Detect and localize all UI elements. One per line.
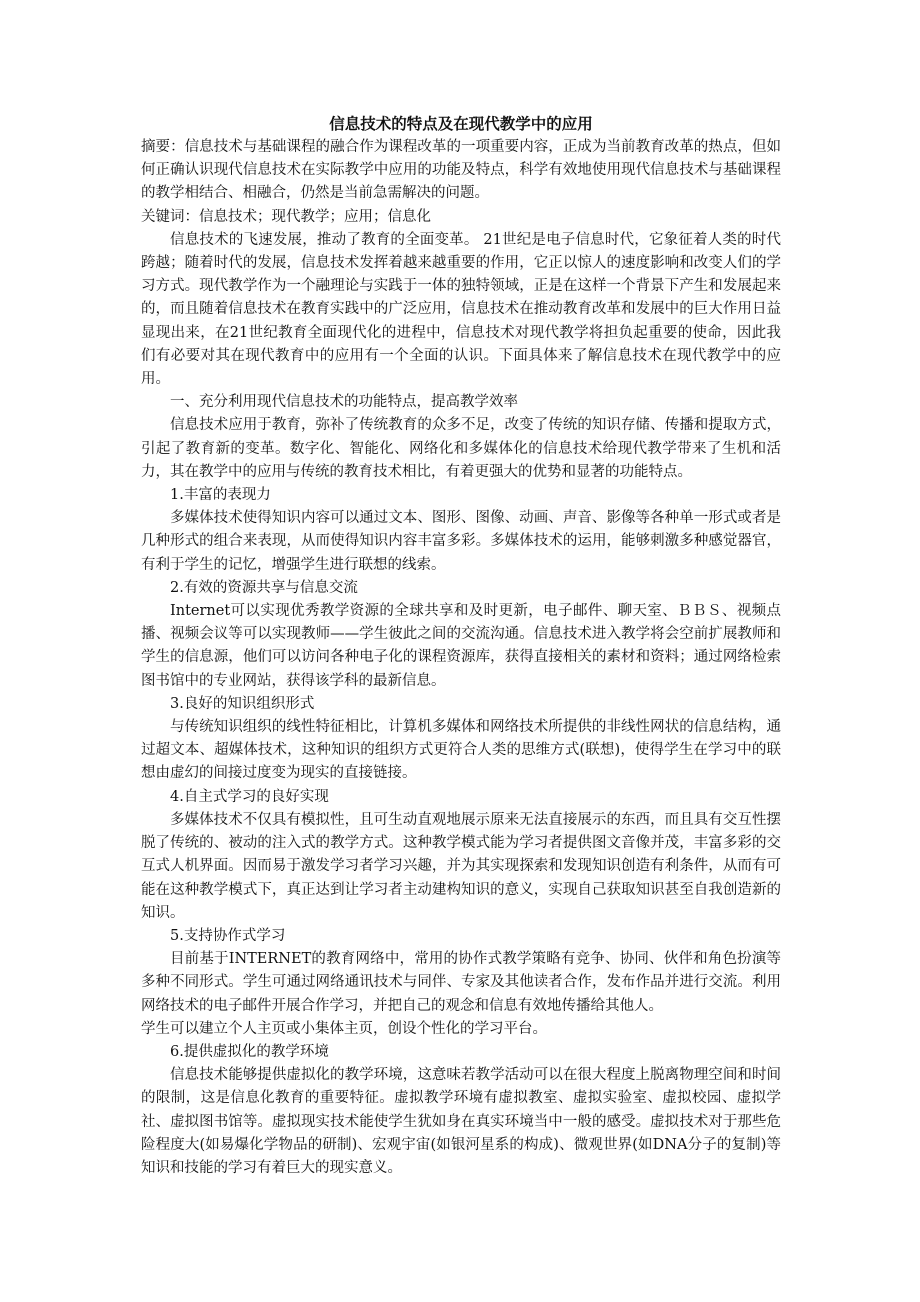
document-title: 信息技术的特点及在现代教学中的应用 [329,114,593,133]
item-paragraph: 信息技术能够提供虚拟化的教学环境，这意味若教学活动可以在很大程度上脱离物理空间和时间的限制，这是信息化教育的重要特征。虚拟教学环境有虚拟教室、虚拟实验室、虚拟校园、虚拟学社、虚拟图书馆等。虚拟现实技术能使学生犹如身在真实环境当中一般的感受。虚拟技术对于那些危险程度大(如易爆化学物品的研制)、宏观宇宙(如银河星系的构成)、微观世界(如DNA分子的复制)等知识和技能的学习有着巨大的现实意义。 [141,1067,781,1176]
item-heading: 2.有效的资源共享与信息交流 [170,579,358,596]
item-paragraph: 多媒体技术不仅具有模拟性，且可生动直观地展示原来无法直接展示的东西，而且具有交互性摆脱了传统的、被动的注入式的教学方式。这种教学模式能为学习者提供图文音像并茂，丰富多彩的交互式人机界面。因而易于激发学习者学习兴趣，并为其实现探索和发现知识创造有利条件，从而有可能在这种教学模式下，真正达到让学习者主动建构知识的意义，实现自己获取知识甚至自我创造新的知识。 [141,811,781,921]
item-heading: 1.丰富的表现力 [170,487,271,504]
document-page [141,112,781,1180]
keywords-line: 关键词：信息技术；现代教学；应用；信息化 [141,208,431,225]
item-heading: 5.支持协作式学习 [170,927,286,944]
item-paragraph: 目前基于INTERNET的教育网络中，常用的协作式教学策略有竞争、协同、伙伴和角色扮演等多种不同形式。学生可通过网络通讯技术与同伴、专家及其他读者合作，发布作品并进行交流。利用网络技术的电子邮件开展合作学习，并把自己的观念和信息有效地传播给其他人。 [141,951,781,1014]
item-heading: 4.自主式学习的良好实现 [170,788,329,805]
abstract-paragraph: 摘要：信息技术与基础课程的融合作为课程改革的一项重要内容，正成为当前教育改革的热点，但如何正确认识现代信息技术在实际教学中应用的功能及特点，科学有效地使用现代信息技术与基础课程的教学相结合、相融合，仍然是当前急需解决的问题。 [141,139,781,202]
section-heading: 一、充分利用现代信息技术的功能特点，提高教学效率 [170,394,518,411]
item-heading: 3.良好的知识组织形式 [170,695,315,712]
section-paragraph: 信息技术应用于教育，弥补了传统教育的众多不足，改变了传统的知识存储、传播和提取方式，引起了教育新的变革。数字化、智能化、网络化和多媒体化的信息技术给现代教学带来了生机和活力，其在教学中的应用与传统的教育技术相比，有着更强大的优势和显著的功能特点。 [141,417,781,480]
item-paragraph: Internet可以实现优秀教学资源的全球共享和及时更新，电子邮件、聊天室、ＢＢＳ、视频点播、视频会议等可以实现教师——学生彼此之间的交流沟通。信息技术进入教学将会空前扩展教师和学生的信息源，他们可以访问各种电子化的课程资源库，获得直接相关的素材和资料；通过网络检索图书馆中的专业网站，获得该学科的最新信息。 [141,603,781,689]
item-paragraph: 与传统知识组织的线性特征相比，计算机多媒体和网络技术所提供的非线性网状的信息结构，通过超文本、超媒体技术，这种知识的组织方式更符合人类的思维方式(联想)，使得学生在学习中的联想由虚幻的间接过度变为现实的直接链接。 [141,719,781,782]
intro-paragraph: 信息技术的飞速发展，推动了教育的全面变革。 21世纪是电子信息时代，它象征着人类的时代跨越；随着时代的发展，信息技术发挥着越来越重要的作用，它正以惊人的速度影响和改变人们的学习方式。现代教学作为一个融理论与实践于一体的独特领域，正是在这样一个背景下产生和发展起来的，而且随着信息技术在教育实践中的广泛应用，信息技术在推动教育改革和发展中的巨大作用日益显现出来，在21世纪教育全面现代化的进程中，信息技术对现代教学将担负起重要的使命，因此我们有必要对其在现代教育中的应用有一个全面的认识。下面具体来了解信息技术在现代教学中的应用。 [141,231,781,388]
item-heading: 6.提供虚拟化的教学环境 [170,1043,329,1060]
item-paragraph: 多媒体技术使得知识内容可以通过文本、图形、图像、动画、声音、影像等各种单一形式或者是几种形式的组合来表现，从而使得知识内容丰富多彩。多媒体技术的运用，能够刺激多种感觉器官，有利于学生的记忆，增强学生进行联想的线索。 [141,510,781,573]
item-paragraph: 学生可以建立个人主页或小集体主页，创设个性化的学习平台。 [141,1020,547,1037]
